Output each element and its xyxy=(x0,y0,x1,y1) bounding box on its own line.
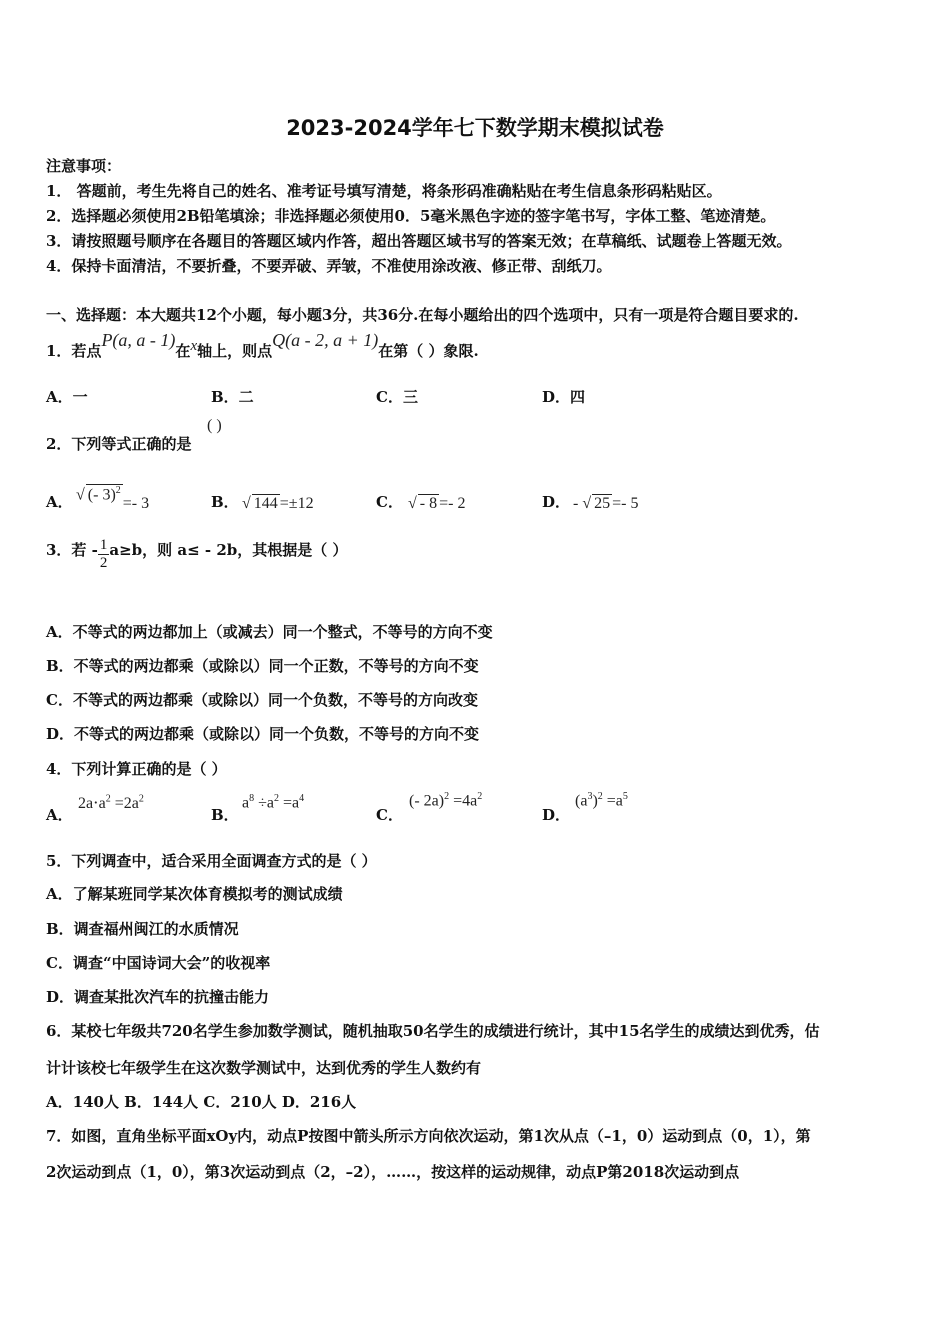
option-d: D．四 xyxy=(542,388,586,406)
note-item: 4．保持卡面清洁，不要折叠，不要弄破、弄皱，不准使用涂改液、修正带、刮纸刀。 xyxy=(46,257,612,275)
q6-options: A．140人 B．144人 C．210人 D．216人 xyxy=(46,1093,357,1111)
q2-option-a: √ (- 3)$^2$=- 3 xyxy=(76,485,150,513)
q2-label-b: B． xyxy=(211,493,239,511)
q1-mid2: 轴上，则点 xyxy=(197,342,273,360)
q1-post: 在第（ ）象限. xyxy=(378,342,479,360)
q5-option-d: D．调查某批次汽车的抗撞击能力 xyxy=(46,988,270,1006)
q1-mid1: 在 xyxy=(175,342,191,360)
page-title: 2023-2024学年七下数学期末模拟试卷 xyxy=(286,116,664,140)
q4-label-c: C． xyxy=(376,806,403,824)
q1-pre: 1．若点 xyxy=(46,342,102,360)
q4-label-d: D． xyxy=(542,806,571,824)
question-4-stem: 4．下列计算正确的是（ ） xyxy=(46,760,227,778)
q1-point-p: P(a, a - 1) xyxy=(101,330,176,350)
notes-heading: 注意事项： xyxy=(46,157,122,175)
q2-option-d: - √ 25 =- 5 xyxy=(573,495,639,512)
q2-option-b: √ 144 =±12 xyxy=(242,495,314,512)
q2-option-c: √ - 8 =- 2 xyxy=(408,495,466,512)
q5-option-a: A．了解某班同学某次体育模拟考的测试成绩 xyxy=(46,885,343,903)
q3-option-a: A．不等式的两边都加上（或减去）同一个整式，不等号的方向不变 xyxy=(46,623,493,641)
q4-option-b: $a^8 \div a^2 =a^4$ xyxy=(242,793,305,812)
q5-option-c: C．调查“中国诗词大会”的收视率 xyxy=(46,954,271,972)
q2-paren: ( ) xyxy=(207,417,222,434)
option-a: A．一 xyxy=(46,388,88,406)
q2-label-d: D． xyxy=(542,493,571,511)
q3-option-b: B．不等式的两边都乘（或除以）同一个正数，不等号的方向不变 xyxy=(46,657,479,675)
note-item: 2．选择题必须使用2B铅笔填涂；非选择题必须使用0．5毫米黑色字迹的签字笔书写，字体工整、笔迹清楚。 xyxy=(46,207,776,225)
q4-label-a: A． xyxy=(46,806,73,824)
note-item: 1． 答题前，考生先将自己的姓名、准考证号填写清楚，将条形码准确粘贴在考生信息条形码粘贴区。 xyxy=(46,182,722,200)
q4-label-b: B． xyxy=(211,806,239,824)
q4-option-a: $2a\cdot a^2 =2a^2$ xyxy=(78,793,144,812)
question-1-stem xyxy=(46,330,479,360)
question-2-stem: 2．下列等式正确的是 xyxy=(46,435,192,453)
question-6-line2: 计计该校七年级学生在这次数学测试中，达到优秀的学生人数约有 xyxy=(46,1059,482,1077)
note-item: 3．请按照题号顺序在各题目的答题区域内作答，超出答题区域书写的答案无效；在草稿纸、试题卷上答题无效。 xyxy=(46,232,792,250)
question-6-line1: 6．某校七年级共720名学生参加数学测试，随机抽取50名学生的成绩进行统计，其中15名学生的成绩达到优秀，估 xyxy=(46,1022,820,1040)
section-heading: 一、选择题：本大题共12个小题，每小题3分，共36分.在每小题给出的四个选项中，只有一项是符合题目要求的. xyxy=(46,306,799,324)
q5-option-b: B．调查福州闽江的水质情况 xyxy=(46,920,239,938)
q2-label-a: A． xyxy=(46,493,73,511)
q3-option-d: D．不等式的两边都乘（或除以）同一个负数，不等号的方向不变 xyxy=(46,725,480,743)
question-3-stem: 3．若 - $\frac{1}{2}$ a≥b，则 a≤ - 2b，其根据是（ ） xyxy=(46,537,348,571)
question-5-stem: 5．下列调查中，适合采用全面调查方式的是（ ） xyxy=(46,852,377,870)
q1-x: x xyxy=(190,338,198,354)
option-b: B．二 xyxy=(211,388,254,406)
q2-label-c: C． xyxy=(376,493,403,511)
option-c: C．三 xyxy=(376,388,418,406)
question-7-line2: 2次运动到点（1，0），第3次运动到点（2，–2），……，按这样的运动规律，动点P第2018次运动到点 xyxy=(46,1163,740,1181)
q4-option-c: (- $2a)^2 =4a^2$ xyxy=(409,791,483,810)
q3-fraction: $\frac{1}{2}$ xyxy=(99,537,108,571)
q4-option-d: $(a^3)^2 =a^5$ xyxy=(575,791,628,810)
q1-point-q: Q(a - 2, a + 1) xyxy=(272,330,379,350)
q3-option-c: C．不等式的两边都乘（或除以）同一个负数，不等号的方向改变 xyxy=(46,691,478,709)
question-7-line1: 7．如图，直角坐标平面xOy内，动点P按图中箭头所示方向依次运动，第1次从点（–1，0）运动到点（0，1），第 xyxy=(46,1127,811,1145)
